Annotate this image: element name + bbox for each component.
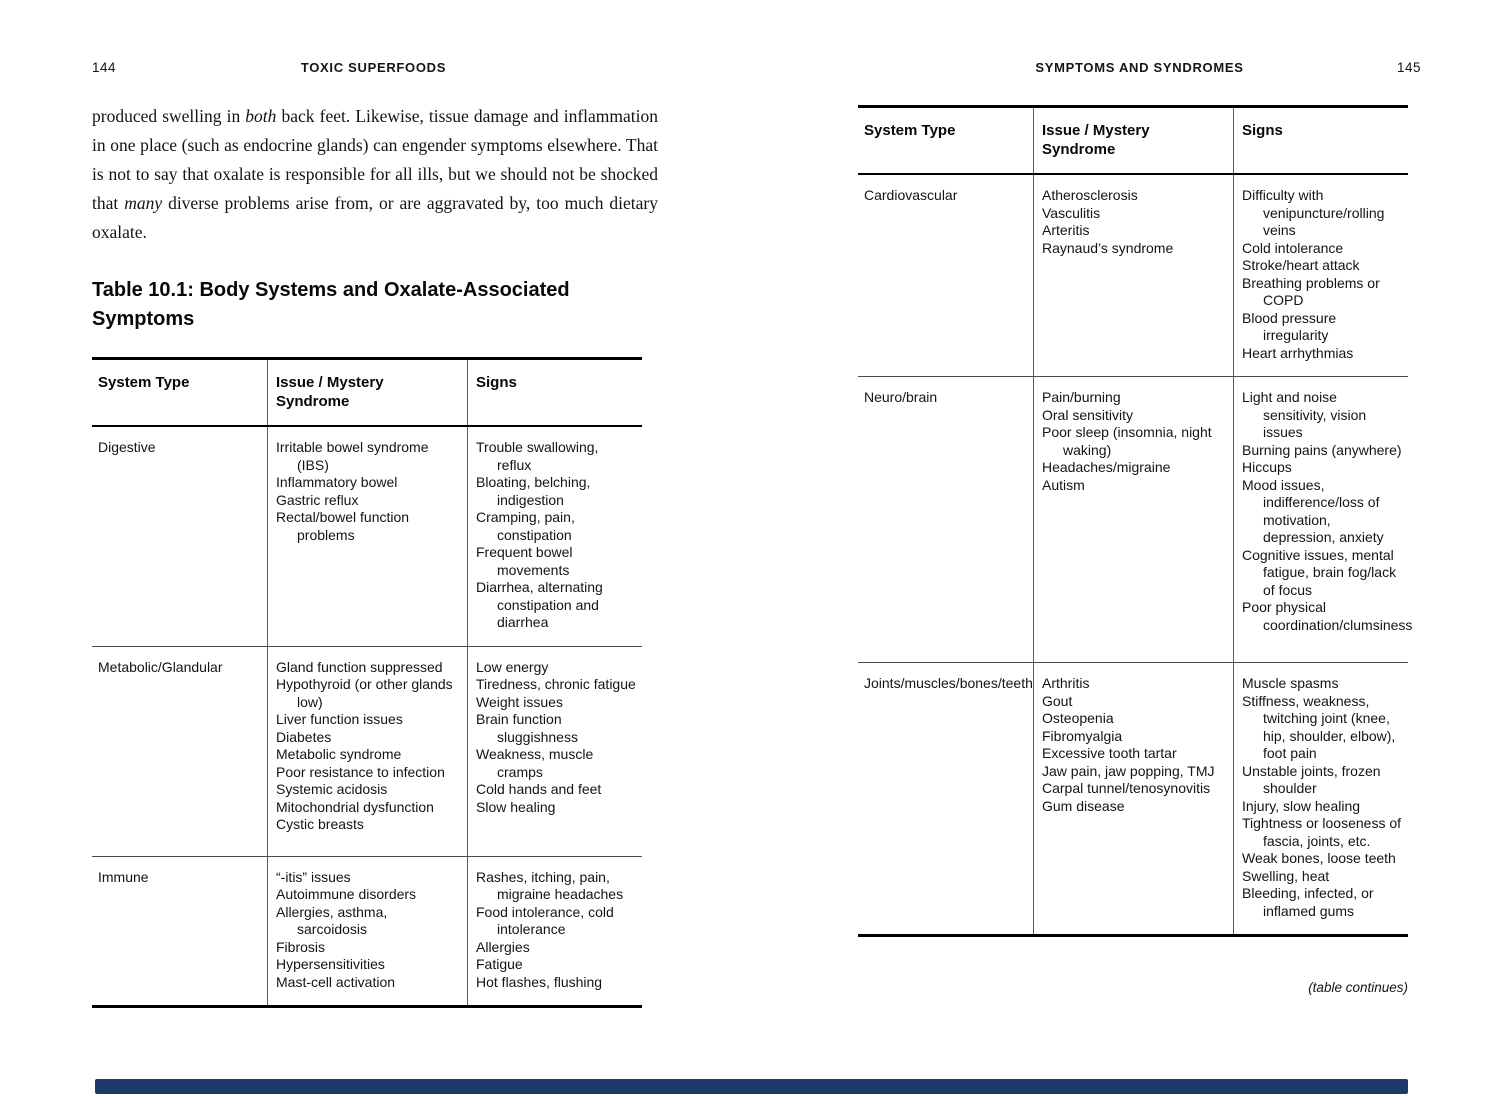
table-row [858,376,1413,662]
cell-item: Poor resistance to infection [276,763,445,780]
table-left [92,357,642,1008]
system-cell [858,377,1033,662]
cell-item: Bloating, belching, indigestion [476,474,591,508]
cell-item: Mitochondrial dysfunction [276,798,434,815]
cell-item: Swelling, heat [1242,867,1330,884]
table-title: Table 10.1: Body Systems and Oxalate-Associated Symptoms [92,279,570,330]
left-running-head: TOXIC SUPERFOODS [300,60,447,75]
cell-item: Stiffness, weakness, twitching joint (knee, hip, shoulder, elbow), foot pain [1242,692,1396,761]
system-cell [92,857,267,1006]
cell-item: Fibrosis [276,938,326,955]
cell-item: Autism [1042,476,1085,493]
cell-item: Tightness or looseness of fascia, joints, etc. [1242,815,1402,849]
system-cell [858,663,1033,934]
cell-item: Gastric reflux [276,491,359,508]
cell-item: Slow healing [476,798,556,815]
cell-item: Pain/burning [1042,389,1121,405]
paragraph-italic-segment: both [245,106,277,126]
paragraph-italic-segment: many [124,193,163,213]
cell-item: Hiccups [1242,459,1292,475]
cell-item: Stroke/heart attack [1242,257,1360,273]
cell-item: Carpal tunnel/tenosynovitis [1042,780,1211,796]
cell-item: Weak bones, loose teeth [1242,850,1396,866]
cell-item: Cramping, pain, constipation [476,509,575,543]
system-cell [858,175,1033,376]
issues-cell [267,647,467,856]
cell-item: Cold hands and feet [476,781,602,797]
paragraph-segment: produced swelling in [92,106,246,126]
cell-item: Systemic acidosis [276,781,388,797]
cell-item: Vasculitis [1042,204,1101,221]
cell-item: Excessive tooth tartar [1042,745,1177,761]
cell-item: Gum disease [1042,797,1125,814]
left-page-number: 144 [92,60,117,75]
left-running-head-row [92,60,655,80]
cell-item: Hypersensitivities [276,956,385,972]
table-header-row [92,360,642,427]
table-row [92,856,642,1006]
cell-item: Atherosclerosis [1042,187,1138,203]
cell-item: Frequent bowel movements [476,544,573,578]
cell-item: Arthritis [1042,675,1090,691]
cell-item: Hot flashes, flushing [476,973,603,990]
system-cell [92,427,267,646]
signs-cell [1233,663,1408,934]
cell-item: Poor physical coordination/clumsiness [1242,599,1413,633]
cell-item: Mood issues, indifference/loss of motivation, depression, anxiety [1242,476,1384,545]
reader-progress-bar[interactable] [95,1079,1408,1094]
column-header: System Type [98,374,190,391]
column-header: Issue / Mystery Syndrome [1033,108,1233,173]
issues-cell [267,427,467,646]
cell-item: Osteopenia [1042,710,1114,726]
cell-item: Arteritis [1042,222,1090,238]
cell-item: Light and noise sensitivity, vision issues [1242,389,1367,440]
cell-item: Diarrhea, alternating constipation and diarrhea [476,579,603,630]
cell-item: Bleeding, infected, or inflamed gums [1242,885,1374,919]
cell-item: Cystic breasts [276,816,364,832]
cell-item: Tiredness, chronic fatigue [476,676,636,692]
cell-item: Inflammatory bowel [276,474,398,490]
cell-item: Muscle spasms [1242,675,1339,691]
signs-cell [467,427,642,646]
signs-cell [467,857,642,1006]
cell-item: Liver function issues [276,711,403,727]
cell-item: Cold intolerance [1242,239,1344,256]
cell-item: Blood pressure irregularity [1242,309,1337,343]
column-header: System Type [864,122,956,139]
cell-item: Digestive [98,439,156,455]
cell-item: Headaches/migraine [1042,459,1171,475]
cell-item: Metabolic syndrome [276,746,402,762]
cell-item: Mast-cell activation [276,973,396,990]
column-header: Signs [467,360,642,425]
paragraph-segment: diverse problems arise from, or are aggravated by, too much dietary oxalate. [92,193,658,242]
cell-item: Gland function suppressed [276,658,443,675]
table-row [92,427,642,646]
cell-item: Rectal/bowel function problems [276,509,410,543]
column-header: Issue / Mystery Syndrome [267,360,467,425]
body-paragraph [92,102,658,247]
system-cell [92,647,267,856]
cell-item: Allergies, asthma, sarcoidosis [276,903,388,937]
cell-item: Autoimmune disorders [276,886,417,902]
issues-cell [267,857,467,1006]
cell-item: Fibromyalgia [1042,727,1123,744]
table-row [858,662,1408,934]
cell-item: Diabetes [276,728,332,745]
cell-item: Jaw pain, jaw popping, TMJ [1042,762,1215,779]
cell-item: Trouble swallowing, reflux [476,439,599,473]
right-page-number: 145 [1396,60,1421,75]
cell-item: “-itis” issues [276,868,351,885]
issues-cell [1033,175,1233,376]
cell-item: Immune [98,868,149,885]
signs-cell [467,647,642,856]
cell-item: Burning pains (anywhere) [1242,441,1402,458]
cell-item: Fatigue [476,956,523,972]
cell-item: Raynaud’s syndrome [1042,239,1174,256]
table-header-row [858,108,1408,175]
cell-item: Oral sensitivity [1042,406,1134,423]
cell-item: Joints/muscles/bones/teeth [864,675,1033,691]
column-header: Signs [1233,108,1408,173]
cell-item: Cardiovascular [864,187,958,203]
paragraph-segment: back feet. Likewise, tissue damage and inflammation in one place (such as endocrine glands) can engender symptoms elsewhere. That is not to say that oxalate is responsible for all ills, but we should not be shocked that [92,106,659,213]
signs-cell [1233,377,1413,662]
cell-item: Cognitive issues, mental fatigue, brain fog/lack of focus [1242,546,1397,598]
table-continues-note: (table continues) [1308,980,1408,995]
cell-item: Metabolic/Glandular [98,658,223,675]
cell-item: Brain function sluggishness [476,711,578,745]
cell-item: Neuro/brain [864,389,938,405]
cell-item: Gout [1042,692,1073,709]
right-running-head-row [858,60,1421,80]
table-right [858,105,1413,937]
cell-item: Injury, slow healing [1242,797,1361,814]
cell-item: Breathing problems or COPD [1242,274,1380,308]
issues-cell [1033,663,1233,934]
signs-cell [1233,175,1408,376]
cell-item: Unstable joints, frozen shoulder [1242,762,1381,796]
cell-item: Food intolerance, cold intolerance [476,903,614,937]
table-row [858,175,1408,376]
cell-item: Poor sleep (insomnia, night waking) [1042,424,1212,458]
cell-item: Allergies [476,938,530,955]
cell-item: Difficulty with venipuncture/rolling veins [1242,187,1385,238]
cell-item: Rashes, itching, pain, migraine headaches [476,868,624,902]
right-running-head: SYMPTOMS AND SYNDROMES [1035,60,1244,75]
table-row [92,646,642,856]
cell-item: Heart arrhythmias [1242,344,1354,361]
issues-cell [1033,377,1233,662]
cell-item: Weight issues [476,693,563,710]
cell-item: Low energy [476,658,549,675]
cell-item: Irritable bowel syndrome (IBS) [276,439,429,473]
cell-item: Hypothyroid (or other glands low) [276,676,453,710]
cell-item: Weakness, muscle cramps [476,746,594,780]
